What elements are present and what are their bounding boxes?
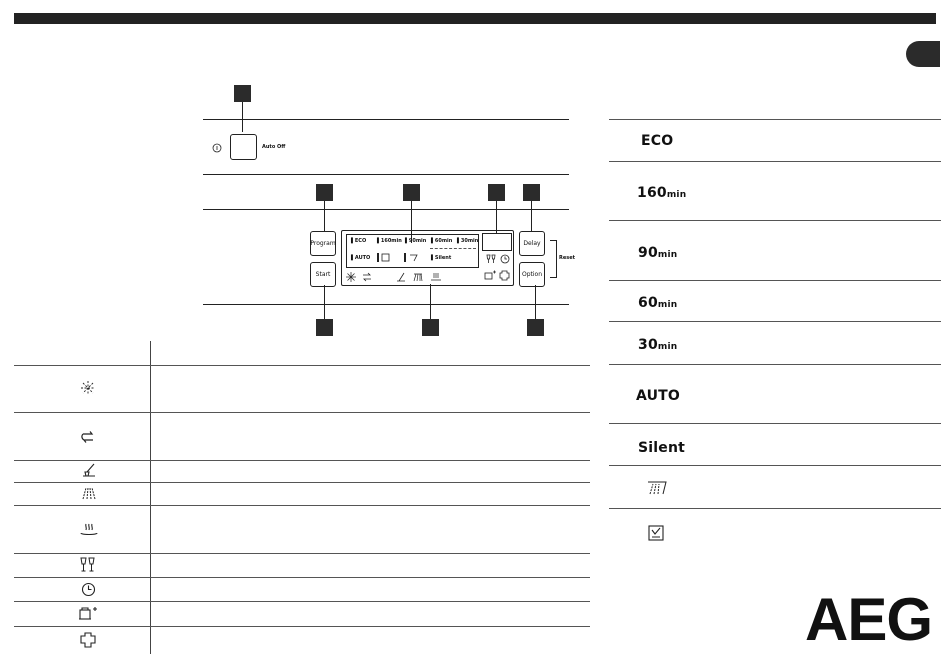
display-brush-icon xyxy=(396,272,406,282)
delay-display-box xyxy=(482,233,512,251)
program-button[interactable]: Program xyxy=(310,231,336,256)
callout-start xyxy=(316,319,333,336)
on-off-button[interactable] xyxy=(230,134,257,160)
callout-option xyxy=(527,319,544,336)
display-drying-icon xyxy=(430,272,442,282)
display-regeneration-icon xyxy=(362,272,372,282)
program-silent-label: Silent xyxy=(638,440,686,456)
callout-delay-display xyxy=(488,184,505,201)
display-160: ▌160min xyxy=(377,238,402,244)
display-auto: ▌AUTO xyxy=(351,255,371,261)
puzzle-option-icon xyxy=(80,632,96,648)
program-160-label: 160min xyxy=(637,185,687,201)
display-rinse-aid-icon xyxy=(346,272,356,282)
program-30-label: 30min xyxy=(638,337,678,353)
display-extra-hygiene-icon xyxy=(484,270,496,280)
start-button[interactable]: Start xyxy=(310,262,336,287)
display-spray-arms-icon xyxy=(412,272,424,282)
program-auto-label: AUTO xyxy=(636,388,681,404)
callout-on-off xyxy=(234,85,251,102)
refill-regeneration-icon xyxy=(81,430,95,444)
display-30: ▌30min xyxy=(457,238,479,244)
callout-program xyxy=(316,184,333,201)
brush-cleaning-icon xyxy=(82,463,96,477)
drying-heat-icon xyxy=(80,522,98,536)
rinse-aid-icon xyxy=(81,381,95,395)
header-bar xyxy=(14,13,936,24)
spray-zone-icon xyxy=(646,480,668,496)
power-icon xyxy=(212,143,222,153)
delay-clock-icon xyxy=(81,582,96,597)
delay-button[interactable]: Delay xyxy=(519,231,545,256)
display-60: ▌60min xyxy=(431,238,453,244)
language-tab xyxy=(906,41,940,67)
program-60-label: 60min xyxy=(638,295,678,311)
callout-display xyxy=(403,184,420,201)
display-machine-care-icon xyxy=(377,253,391,262)
auto-off-label: Auto Off xyxy=(262,144,286,150)
display-silent: ▌Silent xyxy=(431,255,452,261)
display-puzzle-icon xyxy=(499,270,510,281)
spray-icon xyxy=(80,486,98,500)
option-button[interactable]: Option xyxy=(519,262,545,287)
display-90: ▌90min xyxy=(405,238,427,244)
glasses-icon xyxy=(80,557,96,572)
reset-label: Reset xyxy=(559,255,575,261)
machine-care-icon xyxy=(648,525,664,541)
display-spray-icon xyxy=(404,253,420,262)
display-glasses-icon xyxy=(486,254,496,264)
display-clock-icon xyxy=(500,254,510,264)
callout-indicators xyxy=(422,319,439,336)
program-90-label: 90min xyxy=(638,245,678,261)
display-eco: ▌ECO xyxy=(351,238,367,244)
program-eco-label: ECO xyxy=(641,133,674,149)
callout-delay xyxy=(523,184,540,201)
aeg-logo: AEG xyxy=(805,586,933,653)
extra-hygiene-icon xyxy=(78,606,98,621)
